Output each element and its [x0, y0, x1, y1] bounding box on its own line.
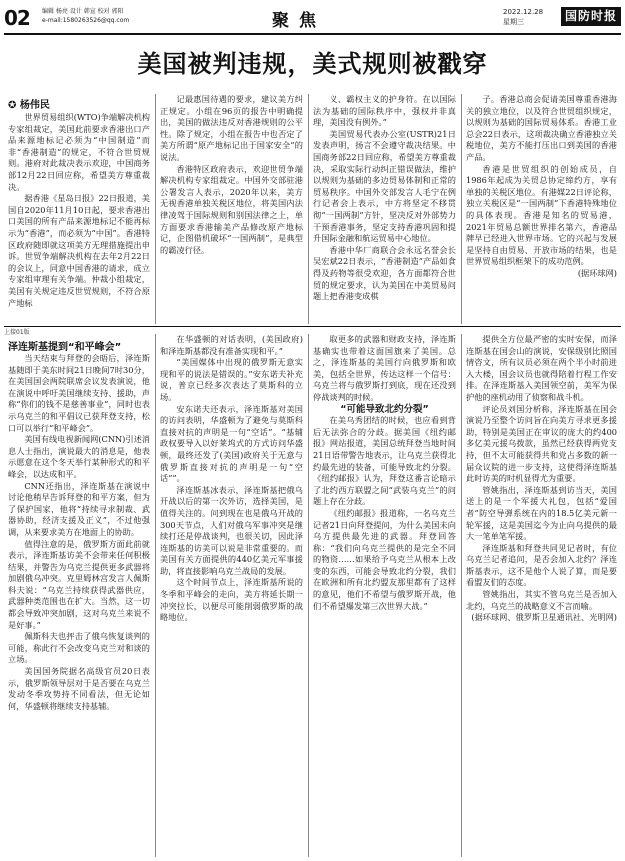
- paragraph: 佩斯科夫也抨击了俄乌恢复谈判的可能，称此行不会改变乌克兰对和谈的立场。: [8, 631, 150, 665]
- bottom-column-4: [466, 334, 617, 857]
- paragraph: 香港是世贸组织的创始成员，自1986年起成为关贸总协定缔约方，享有单独的关税区地位。有港媒22日评论称，独立关税区是“一国两制”下香港特殊地位的具体表现。香港是知名的贸易港，2021年贸易总额世界排名第六，香港品牌早已经进入世界市场。它的兴起与发展是坚持自由贸易、开放市场的结果，也是世界贸易组织框架下的成功范例。: [466, 163, 617, 267]
- paragraph: (据环球网、俄罗斯卫星通讯社、光明网): [471, 612, 617, 623]
- bottom-column-3: [313, 334, 456, 857]
- issue-weekday: 星期三: [503, 18, 524, 26]
- paragraph: 评论员刘国分析称，泽连斯基在国会演说乃至整个访问旨在向美方寻求更多援助，特别是美国正在审议的庞大的约400多亿美元援乌拨款，虽然已经获得两党支持，但不太可能获得共和党占多数的新一届众议院的进一步支持，这使得泽连斯基此时访美的时机显得尤为重要。: [466, 403, 617, 484]
- newspaper-logo: 国防时报: [561, 7, 621, 26]
- paragraph: 《纽约邮报》报道称，一名乌克兰记者21日向拜登提问，为什么美国未向乌方提供最先进的武器。拜登回答称：“我们向乌克兰提供的是完全不同的物资……如果给予乌克兰从根本上改变的东西，可能会导致北约分裂，我们在欧洲和所有北约盟友那里都有了这样的意见，他们不希望与俄罗斯开战，他们不希望爆发第三次世界大战。”: [313, 507, 456, 611]
- paragraph: 取更多的武器和财政支持，泽连斯基确实也带着这面国旗来了美国。总之，泽连斯基的美国行向俄罗斯和欧美，包括全世界，传达这样一个信号：乌克兰将与俄罗斯打到底，现在还没到停战谈判的时候。: [313, 334, 456, 402]
- paragraph: 世界贸易组织(WTO)争端解决机构专家组裁定，美国此前要求香港出口产品来源地标记必须为“中国制造”而非“香港制造”的规定，不符合世贸规则。港府对此裁决表示欢迎，中国商务部12月22日回应称，希望美方尊重裁决。: [8, 112, 150, 192]
- bottom-column-2: [160, 334, 303, 857]
- section-title: 聚焦: [272, 11, 326, 31]
- article-headline: 美国被判违规，美式规则被戳穿: [137, 50, 488, 78]
- top-column-4: [466, 94, 617, 324]
- section-rule: [4, 326, 621, 327]
- paragraph: 这个时间节点上，泽连斯基所说的冬季和平峰会的走向，美方将延长期一冲突拉长，以便尽可能削弱俄罗斯的战略地位。: [160, 577, 303, 623]
- author-name: 杨伟民: [19, 100, 50, 111]
- paragraph: 香港特区政府表示，欢迎世贸争端解决机构专家组裁定。中国外交部驻港公署发言人表示，2020年以来，美方无视香港单独关税区地位，将美国内法律凌驾于国际规则和别国法律之上，单方面要求香港输美产品修改原产地标记，企图借机破坏“一国两制”，是典型的霸凌行径。: [160, 163, 303, 255]
- editor-email: e-mail:1580263526@qq.com: [42, 17, 130, 24]
- column-divider: [155, 334, 156, 857]
- paragraph: 美国国务院据名高级官员20日表示，俄罗斯领导层对于是否要在乌克兰发动冬季攻势持不同看法，但无论如何，华盛顿将继续支持基辅。: [8, 666, 150, 711]
- paragraph: 香港中华厂商联合会永远名誉会长吴宏斌22日表示，“香港制造”产品如食得及药物等很受欢迎，各方面都符合世贸的规定要求，认为美国在中美贸易问题上把香港变成棋: [313, 244, 456, 302]
- paragraph: 美国有线电视新闻网(CNN)引述消息人士指出，演说最大的消息是，他表示愿意在这个冬天举行某种形式的和平峰会，以达成和平。: [8, 434, 150, 479]
- paragraph: 管姚指出，泽连斯基到访当天，美国送上的是一个军援大礼包，包括“爱国者”防空导弹系统在内的18.5亿美元新一轮军援，这是美国迄今为止向乌提供的最大一笔单笔军援。: [466, 484, 617, 542]
- top-column-1: [8, 112, 150, 324]
- paragraph: 记最惠国待遇的要求，建议美方纠正规定。小组在96页的报告中明确提出，美国的做法违反对香港规则的公平性。除了规定，小组在报告中也否定了美方所谓“原产地标记出于国家安全”的说法。: [160, 94, 303, 162]
- paragraph: CNN还指出，泽连斯基在演说中讨论他稍早告诉拜登的和平方案，但为了保护国家，他将“持续寻求制裁、武器协助，经济支援及正义”，不过他强调，从来要求美方在地面上的协助。: [8, 480, 150, 537]
- paragraph: 当天结束与拜登的会晤后，泽连斯基随即于美东时间21日晚间7时30分，在美国国会两院联席会议发表演说，他在演说中呼吁美国继续支持、援助，声称“你们的钱不是慈善事业”，同时也表示乌克兰的和平倡议已获拜登支持，松口可以举行“和平峰会”。: [8, 353, 150, 433]
- page-number: 02: [4, 6, 30, 30]
- bottom-article-title: 泽连斯基提到“和平峰会”: [8, 342, 122, 353]
- author-icon: ✪: [8, 100, 20, 111]
- paragraph: “美国媒体中出现的俄罗斯无意实现和平的说法是错误的。”安东诺夫补充说，普京已经多次表达了莫斯科的立场。: [160, 357, 303, 402]
- editor-names: 编辑 杨亮 设计 韩宣 校对 郭阳: [42, 8, 124, 15]
- bottom-column-1: [8, 353, 150, 857]
- paragraph: (据环球网): [577, 267, 617, 278]
- paragraph: 义、霸权主义的护身符。在以国际法为基础的国际秩序中，强权并非真理，美国没有例外。”: [313, 94, 456, 128]
- paragraph: 子。香港总商会促请美国尊重香港海关的独立地位，以及符合世贸组织规定，以规则为基础的国际贸易体系。香港工业总会22日表示，这项裁决确立香港独立关税地位，美方不能打压出口到美国的香港产品。: [466, 94, 617, 162]
- column-divider: [308, 334, 309, 857]
- issue-date: [503, 7, 543, 27]
- top-column-3: [313, 94, 456, 324]
- paragraph: 在美乌秀团结的时候，也应看到背后无法弥合的分歧。据美国《纽约邮报》网站报道，美国总统拜登当地时间21日语带警告地表示，让乌克兰获得北约最先进的装备，可能导致北约分裂。《纽约邮报》认为，拜登这番言论暗示了北约西方联盟之间“武装乌克兰”的问题上存在分歧。: [313, 415, 456, 507]
- paragraph: 据香港《星岛日报》22日报道，美国自2020年11月10日起，要求香港出口美国的所有产品来源地标记不能再标示为“香港”，而必须为“中国”。香港特区政府随即就这项美方无理措施提出申诉。世贸争端解决机构在去年2月22日的会议上，同意中国香港的请求，成立专家组审理有关争端。仲裁小组裁定，美国有关规定违反世贸规则，不符合原产地标: [8, 193, 150, 308]
- page-header: [0, 0, 625, 34]
- paragraph: 提供全方位最严密的实时安保，而泽连斯基在国会山的演说，安保级别比照国情咨文，所有议员必须在两个半小时前进入大楼，国会议员也就得陪着行程工作安排。在泽连斯基入美国领空前，美军为保护他的座机动用了侦察和战斗机。: [466, 334, 617, 402]
- article-byline: [8, 96, 50, 111]
- column-divider: [308, 94, 309, 324]
- issue-date-value: 2022.12.28: [503, 8, 544, 16]
- paragraph: “可能导致北约分裂”: [340, 403, 429, 415]
- paragraph: 在华盛顿的对话表明，(美国政府)和泽连斯基都没有准备实现和平。”: [160, 334, 303, 356]
- column-divider: [461, 94, 462, 324]
- continued-from-tag: 上接01版: [4, 329, 30, 336]
- column-divider: [155, 94, 156, 324]
- header-rule: [4, 33, 621, 35]
- paragraph: 安东诺夫还表示，泽连斯基对美国的访问表明，华盛顿为了避免与莫斯科直接对抗的声明是一句“空话”。“基辅政权要导入以好莱坞式的方式访问华盛顿，最终还发了(美国)政府关于无意与俄罗斯直接对抗的声明是一句“空话””。: [160, 403, 303, 484]
- top-column-2: [160, 94, 303, 324]
- paragraph: 美国贸易代表办公室(USTR)21日发表声明，扬言不会遵守裁决结果。中国商务部22日回应称，希望美方尊重裁决，采取实际行动纠正错误做法，维护以规则为基础的多边贸易体制和正常的贸易秩序。中国外交部发言人毛宁在例行记者会上表示，中方将坚定不移贯彻“一国两制”方针，坚决反对外部势力干预香港事务，坚定支持香港巩固和提升国际金融和航运贸易中心地位。: [313, 128, 456, 244]
- paragraph: 值得注意的是，俄罗斯方面此前就表示，泽连斯基访美不会带来任何积极结果，并警告为乌克兰提供更多武器将加剧俄乌冲突。克里姆林宫发言人佩斯科夫说：“乌克兰持续获得武器供应，武器种类范围也在扩大。当然，这一切都会导致冲突加剧，这对乌克兰来说不是好事。”: [8, 538, 150, 630]
- paragraph: 泽连斯基冰表示，泽连斯基把俄乌开战以后的第一次外访，选择美国，是值得关注的。问到现在也是俄乌开战的300天节点，人们对俄乌军事冲突是继续打还是停战谈判，也很关切，因此泽连斯基的访美可以说是非常重要的。而美国有关方面提供的440亿美元军事援助，将直接影响乌克兰战局的发展。: [160, 484, 303, 576]
- paragraph: 管姚指出，其实不管乌克兰是否加入北约，乌克兰的战略意义不言而喻。: [466, 589, 617, 611]
- paragraph: 泽连斯基和拜登共同见记者时，有位乌克兰记者追问，是否会加入北约？泽连斯基表示，这不是他个人说了算，而是要看盟友们的态度。: [466, 542, 617, 588]
- editor-credits: [42, 7, 129, 25]
- column-divider: [461, 334, 462, 857]
